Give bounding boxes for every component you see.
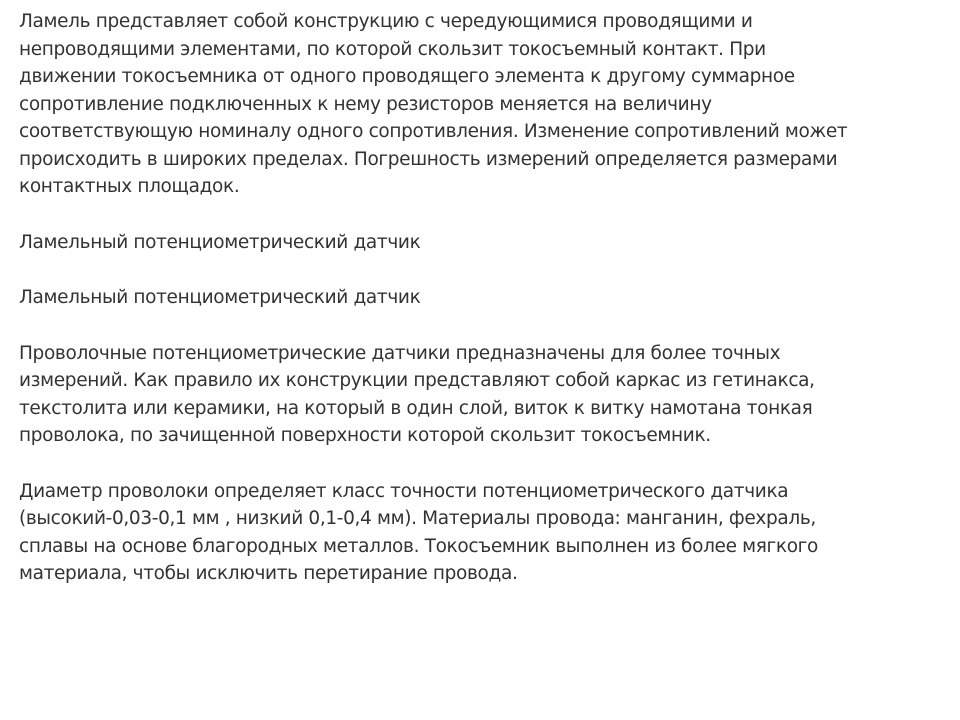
caption-lamel-sensor-2: Ламельный потенциометрический датчик bbox=[19, 287, 421, 308]
paragraph-lamel-description: Ламель представляет собой конструкцию с чередующимися проводящими и непроводящими элементами, по которой скользит токосъемный контакт. При движении токосъемника от одного проводящего элемента к другому суммарное сопротивление подключенных к нему резисторов меняется на величину соответствующую номиналу одного сопротивления. Изменение сопротивлений может происходить в широких пределах. Погрешность измерений определяется размерами контактных площадок. bbox=[19, 11, 848, 197]
caption-lamel-sensor-1: Ламельный потенциометрический датчик bbox=[19, 231, 421, 253]
paragraph-wire-diameter: Диаметр проволоки определяет класс точности потенциометрического датчика (высокий-0,03-0,1 мм , низкий 0,1-0,4 мм). Материалы провода: манганин, фехраль, сплавы на основе благородных металлов. Токосъемник выполнен из более мягкого материала, чтобы исключить перетирание провода. bbox=[19, 480, 819, 584]
paragraph-wire-sensors: Проволочные потенциометрические датчики предназначены для более точных измерений. Как правило их конструкции представляют собой каркас из гетинакса, текстолита или керамики, на который в один слой, виток к витку намотана тонкая проволока, по зачищенной поверхности которой скользит токосъемник. bbox=[19, 342, 815, 446]
